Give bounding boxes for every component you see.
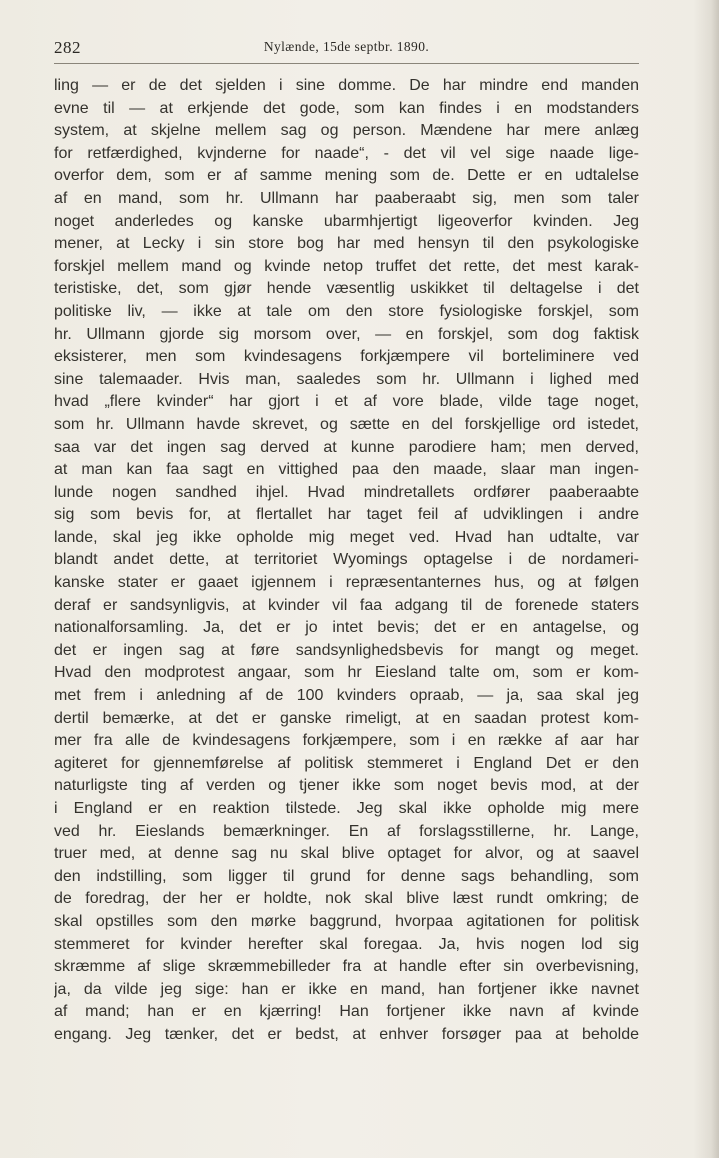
text-line: hr. Ullmann gjorde sig morsom over, — en forskjel, som dog faktisk: [54, 325, 639, 343]
text-line: af en mand, som hr. Ullmann har paaberaabt sig, men som taler: [54, 189, 639, 207]
text-line: mener, at Lecky i sin store bog har med hensyn til den psykologiske: [54, 235, 639, 253]
text-line: for retfærdighed, kvjnderne for naade“, - det vil vel sige naade lige-: [54, 144, 639, 162]
text-line: dertil bemærke, at det er ganske rimeligt, at en saadan protest kom-: [54, 709, 639, 727]
page-edge-shadow: [693, 0, 719, 1158]
text-line: lande, skal jeg ikke opholde mig meget ved. Hvad han udtalte, var: [54, 528, 639, 546]
text-line: af mand; han er en kjærring! Han fortjener ikke navn af kvinde: [54, 1003, 639, 1021]
text-line: sine talemaader. Hvis man, saaledes som hr. Ullmann i lighed med: [54, 370, 639, 388]
text-line: blandt andet dette, at territoriet Wyomings optagelse i de nordameri-: [54, 551, 639, 569]
running-head: Nylænde, 15de septbr. 1890.: [263, 39, 430, 54]
text-line: skræmme af slige skræmmebilleder fra at handle efter sin overbevisning,: [54, 958, 639, 976]
text-line: de foredrag, der her er holdte, nok skal blive læst rundt omkring; de: [54, 890, 639, 908]
text-line: politiske liv, — ikke at tale om den store fysiologiske forskjel, som: [54, 302, 639, 320]
text-line: stemmeret for kvinder herefter skal foregaa. Ja, hvis nogen lod sig: [54, 935, 639, 953]
text-line: som hr. Ullmann havde skrevet, og sætte en del forskjellige ord istedet,: [54, 415, 639, 433]
text-line: ja, da vilde jeg sige: han er ikke en mand, han fortjener ikke navnet: [54, 980, 639, 998]
text-line: noget anderledes og kanske ubarmhjertigt ligeoverfor kvinden. Jeg: [54, 212, 639, 230]
text-line: agiteret for gjennemførelse af politisk stemmeret i England Det er den: [54, 754, 639, 772]
text-line: sig som bevis for, at flertallet har taget feil af udviklingen i andre: [54, 506, 639, 524]
text-line: system, at skjelne mellem sag og person. Mændene har mere anlæg: [54, 122, 639, 140]
text-line: i England er en reaktion tilstede. Jeg skal ikke opholde mig mere: [54, 800, 639, 817]
page-header: [54, 34, 639, 60]
text-line: ling — er de det sjelden i sine domme. De har mindre end manden: [54, 77, 639, 94]
page-number: 282: [54, 38, 81, 57]
text-line: mer fra alle de kvindesagens forkjæmpere, som i en række af aar har: [54, 732, 639, 750]
text-line: skal opstilles som den mørke baggrund, hvorpaa agitationen for politisk: [54, 912, 639, 930]
text-line: saa var det ingen sag derved at kunne parodiere ham; men derved,: [54, 438, 639, 456]
text-line: forskjel mellem mand og kvinde netop truffet det rette, det mest karak-: [54, 257, 639, 275]
text-line: naturligste ting af verden og tjener ikke som noget bevis mod, at der: [54, 777, 639, 795]
header-rule: [54, 63, 639, 64]
text-line: evne til — at erkjende det gode, som kan findes i en modstanders: [54, 99, 639, 117]
text-line: met frem i anledning af de 100 kvinders opraab, — ja, saa skal jeg: [54, 687, 639, 705]
body-text: [54, 75, 639, 1047]
text-line: Hvad den modprotest angaar, som hr Eiesland talte om, som er kom-: [54, 664, 639, 682]
text-line: truer med, at denne sag nu skal blive optaget for alvor, og at saavel: [54, 845, 639, 863]
text-line: deraf er sandsynligvis, at kvinder vil faa adgang til de forenede staters: [54, 596, 639, 614]
text-line: overfor dem, som er af samme mening som de. Dette er en udtalelse: [54, 167, 639, 185]
text-line: nationalforsamling. Ja, det er jo intet bevis; det er en antagelse, og: [54, 619, 639, 637]
text-line: det er ingen sag at føre sandsynlighedsbevis for mangt og meget.: [54, 641, 639, 659]
text-line: teristiske, det, som gjør hende væsentlig uskikket til deltagelse i det: [54, 280, 639, 298]
text-line: at man kan faa sagt en vittighed paa den maade, slaar man ingen-: [54, 461, 639, 479]
text-line: hvad „flere kvinder“ har gjort i et af vore blade, vilde tage noget,: [54, 393, 639, 411]
text-line: kanske stater er gaaet igjennem i repræsentanternes hus, og at følgen: [54, 574, 639, 592]
text-line: lunde nogen sandhed ihjel. Hvad mindretallets ordfører paaberaabte: [54, 483, 639, 501]
text-line: eksisterer, men som kvindesagens forkjæmpere vil borteliminere ved: [54, 348, 639, 366]
text-line: ved hr. Eieslands bemærkninger. En af forslagsstillerne, hr. Lange,: [54, 822, 639, 840]
text-line: engang. Jeg tænker, det er bedst, at enhver forsøger paa at beholde: [54, 1025, 639, 1043]
text-line: den indstilling, som ligger til grund for denne sags behandling, som: [54, 867, 639, 885]
